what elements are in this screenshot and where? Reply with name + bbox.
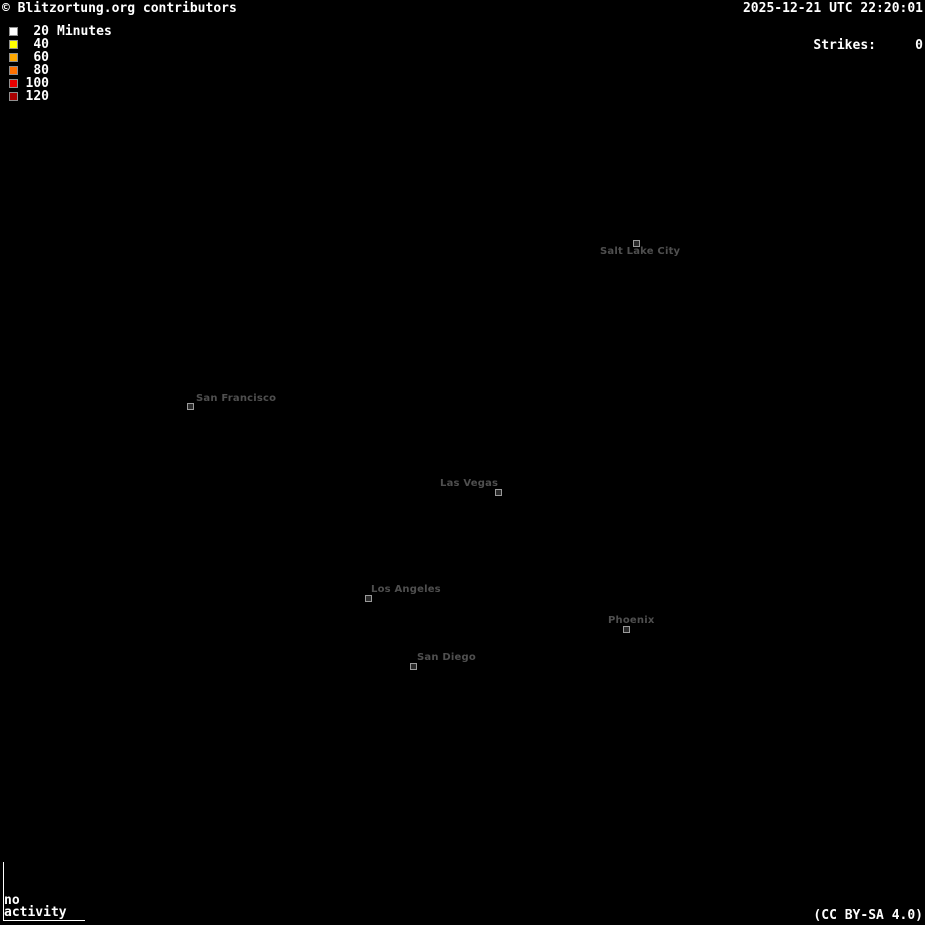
legend-minutes-value: 100 xyxy=(25,76,49,91)
legend-item-40-minutes xyxy=(0,38,112,51)
activity-status-line2: activity xyxy=(4,905,67,920)
strikes-label: Strikes: xyxy=(813,38,876,53)
legend-minutes-value: 60 xyxy=(33,50,49,65)
city-marker-los-angeles xyxy=(365,595,372,602)
strikes-counter xyxy=(782,26,923,65)
legend-item-60-minutes xyxy=(0,51,112,64)
timestamp-text: 2025-12-21 UTC 22:20:01 xyxy=(742,1,923,16)
legend xyxy=(0,25,112,103)
activity-status-line1: no xyxy=(4,893,20,908)
copyright-text: © Blitzortung.org contributors xyxy=(2,1,237,16)
city-label-san-francisco: San Francisco xyxy=(196,393,277,404)
legend-item-80-minutes xyxy=(0,64,112,77)
license-text: (CC BY-SA 4.0) xyxy=(813,908,923,923)
city-label-salt-lake-city: Salt Lake City xyxy=(600,246,681,257)
city-marker-san-francisco xyxy=(187,403,194,410)
city-marker-phoenix xyxy=(623,626,630,633)
legend-color-swatch-icon xyxy=(9,66,18,75)
activity-graph-x-axis xyxy=(3,920,85,921)
legend-minutes-value: 80 xyxy=(33,63,49,78)
legend-minutes-value: 120 xyxy=(25,89,49,104)
city-label-los-angeles: Los Angeles xyxy=(371,584,441,595)
city-label-las-vegas: Las Vegas xyxy=(440,478,499,489)
legend-minutes-value: 20 xyxy=(33,24,49,39)
strikes-count: 0 xyxy=(915,38,923,53)
legend-color-swatch-icon xyxy=(9,92,18,101)
legend-color-swatch-icon xyxy=(9,27,18,36)
legend-color-swatch-icon xyxy=(9,40,18,49)
city-label-phoenix: Phoenix xyxy=(608,615,655,626)
legend-color-swatch-icon xyxy=(9,79,18,88)
legend-item-120-minutes xyxy=(0,90,112,103)
legend-minutes-unit-label: Minutes xyxy=(57,24,112,39)
city-marker-san-diego xyxy=(410,663,417,670)
legend-minutes-value: 40 xyxy=(33,37,49,52)
legend-color-swatch-icon xyxy=(9,53,18,62)
legend-item-20-minutes xyxy=(0,25,112,38)
legend-item-100-minutes xyxy=(0,77,112,90)
activity-graph xyxy=(0,862,90,922)
city-label-san-diego: San Diego xyxy=(417,652,476,663)
city-marker-las-vegas xyxy=(495,489,502,496)
